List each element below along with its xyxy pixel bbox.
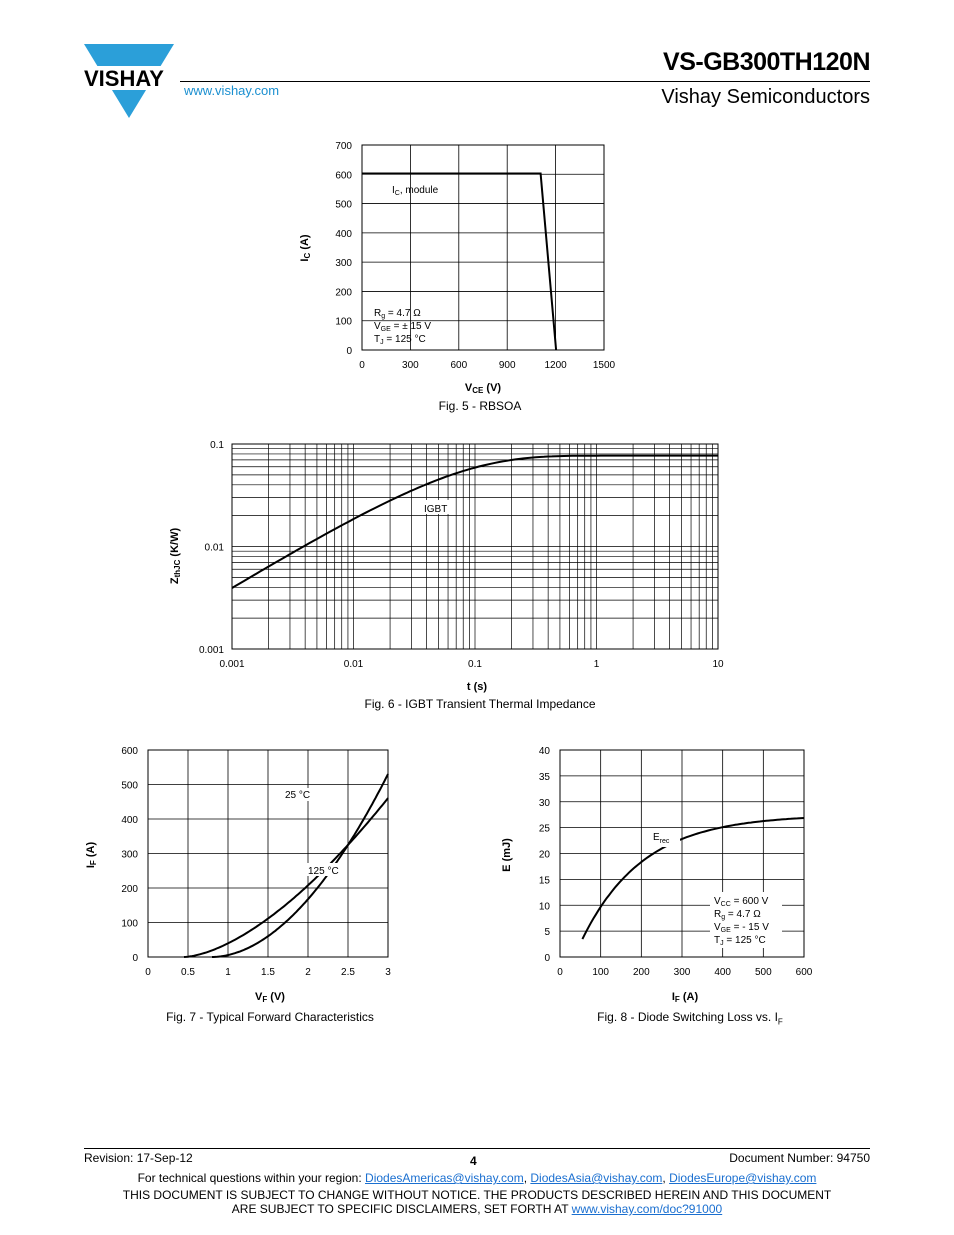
y-tick-label: 200 xyxy=(121,884,138,895)
y-tick-label: 100 xyxy=(335,316,352,328)
y-tick-label: 30 xyxy=(538,797,550,809)
y-tick-label: 10 xyxy=(538,901,550,913)
y-tick-label: 0 xyxy=(346,346,352,357)
y-tick-label: 15 xyxy=(538,875,550,887)
x-tick-label: 1 xyxy=(593,659,600,670)
fig6-caption: Fig. 6 - IGBT Transient Thermal Impedance xyxy=(364,697,596,711)
x-tick-label: 0.5 xyxy=(181,967,195,978)
fig5-cond-rg: $R_g = 4.7$ Ω xyxy=(374,308,421,320)
x-tick-label: 400 xyxy=(714,967,732,978)
fig8-cond-tj: $T_J = 125$ °C xyxy=(714,935,766,947)
x-tick-label: 1200 xyxy=(544,360,567,371)
fig8-cond-rg: $R_g = 4.7$ Ω xyxy=(714,909,761,921)
y-tick-label: 500 xyxy=(335,199,352,211)
fig5-cond-vge: $V_{GE}$ = ± 15 V xyxy=(374,321,432,333)
y-tick-label: 20 xyxy=(538,849,550,861)
x-tick-label: 600 xyxy=(450,360,468,371)
company-name: Vishay Semiconductors xyxy=(661,86,870,108)
fig6-curve-label: IGBT xyxy=(424,504,448,515)
notice-line-1: THIS DOCUMENT IS SUBJECT TO CHANGE WITHOUT NOTICE. THE PRODUCTS DESCRIBED HEREIN AND THIS DOCUMENT xyxy=(122,1188,832,1202)
y-tick-label: 0.01 xyxy=(204,542,224,554)
header-rule xyxy=(180,81,870,82)
part-number: VS-GB300TH120N xyxy=(663,48,870,76)
fig7-caption: Fig. 7 - Typical Forward Characteristics xyxy=(166,1010,374,1024)
y-tick-label: 0.001 xyxy=(198,645,224,656)
fig6-xlabel: t (s) xyxy=(466,681,488,693)
fig5-xlabel: VCE (V) xyxy=(464,382,502,395)
document-number: Document Number: 94750 xyxy=(729,1151,870,1165)
fig6-thermal-impedance-chart xyxy=(160,436,740,696)
fig7-label-25: 25 °C xyxy=(285,790,311,801)
y-tick-label: 500 xyxy=(121,780,138,792)
x-tick-label: 2.5 xyxy=(341,967,355,978)
y-tick-label: 300 xyxy=(335,258,352,270)
email-asia[interactable]: DiodesAsia@vishay.com xyxy=(530,1171,663,1185)
x-tick-label: 500 xyxy=(754,967,772,978)
footer-rule xyxy=(84,1148,870,1149)
fig8-xlabel: IF (A) xyxy=(671,991,699,1004)
contact-line: For technical questions within your region: DiodesAmericas@vishay.com, DiodesAsia@vishay.com, DiodesEurope@vishay.com xyxy=(137,1171,817,1185)
fig5-frame xyxy=(362,145,604,350)
fig5-rbsoa-chart xyxy=(290,135,630,395)
x-tick-label: 600 xyxy=(795,967,813,978)
fig7-label-125: 125 °C xyxy=(308,866,339,877)
y-tick-label: 200 xyxy=(335,287,352,299)
x-tick-label: 300 xyxy=(402,360,419,371)
fig5-curve-label: $I_C$, module xyxy=(392,185,439,197)
revision: Revision: 17-Sep-12 xyxy=(84,1151,193,1165)
email-europe[interactable]: DiodesEurope@vishay.com xyxy=(669,1171,817,1185)
fig8-ylabel: E (mJ) xyxy=(501,838,513,872)
fig7-curve-25c xyxy=(212,774,388,957)
y-tick-label: 100 xyxy=(121,918,138,930)
fig8-curve-label: $E_{rec}$ xyxy=(653,832,670,845)
fig7-forward-chart xyxy=(80,740,400,1010)
fig8-cond-vge: $V_{GE}$ = - 15 V xyxy=(714,922,769,934)
y-tick-label: 5 xyxy=(544,927,550,939)
y-tick-label: 0.1 xyxy=(210,440,224,451)
fig8-caption: Fig. 8 - Diode Switching Loss vs. $I_F$ xyxy=(597,1010,783,1027)
y-tick-label: 400 xyxy=(121,815,138,826)
y-tick-label: 600 xyxy=(335,170,352,182)
fig8-cond-vcc: $V_{CC} = 600$ V xyxy=(714,896,769,908)
fig7-ylabel: IF (A) xyxy=(85,841,98,869)
disclaimer-link[interactable]: www.vishay.com/doc?91000 xyxy=(571,1202,723,1216)
x-tick-label: 0.001 xyxy=(219,659,245,670)
x-tick-label: 100 xyxy=(592,967,610,978)
x-tick-label: 1500 xyxy=(592,360,616,371)
x-tick-label: 0 xyxy=(145,967,151,978)
fig8-switching-loss-chart xyxy=(490,740,820,1010)
y-tick-label: 400 xyxy=(335,228,352,240)
website-link[interactable]: www.vishay.com xyxy=(184,83,280,98)
y-tick-label: 600 xyxy=(121,746,138,757)
fig6-ylabel: ZthJC (K/W) xyxy=(169,527,182,585)
y-tick-label: 25 xyxy=(538,823,550,835)
x-tick-label: 3 xyxy=(385,967,391,978)
fig7-xlabel: VF (V) xyxy=(255,991,285,1004)
logo-text: VISHAY xyxy=(84,66,164,91)
fig5-grid xyxy=(362,145,604,350)
page-number: 4 xyxy=(470,1154,477,1168)
notice-line-2: ARE SUBJECT TO SPECIFIC DISCLAIMERS, SET FORTH AT www.vishay.com/doc?91000 xyxy=(231,1202,723,1216)
fig5-cond-tj: $T_J = 125$ °C xyxy=(374,334,426,346)
y-tick-label: 0 xyxy=(132,953,138,964)
fig5-caption: Fig. 5 - RBSOA xyxy=(438,399,522,413)
x-tick-label: 0 xyxy=(557,967,563,978)
fig7-curve-125c xyxy=(184,798,388,957)
x-tick-label: 0.1 xyxy=(468,659,482,670)
x-tick-label: 300 xyxy=(673,967,691,978)
y-tick-label: 700 xyxy=(335,141,352,152)
y-tick-label: 35 xyxy=(538,771,550,783)
x-tick-label: 1.5 xyxy=(261,967,275,978)
x-tick-label: 0 xyxy=(359,360,365,371)
x-tick-label: 0.01 xyxy=(343,659,364,670)
y-tick-label: 0 xyxy=(544,953,550,964)
y-tick-label: 40 xyxy=(538,746,550,757)
x-tick-label: 10 xyxy=(712,659,724,670)
vishay-logo xyxy=(84,44,176,120)
x-tick-label: 200 xyxy=(632,967,650,978)
y-tick-label: 300 xyxy=(121,849,138,861)
x-tick-label: 900 xyxy=(498,360,516,371)
email-americas[interactable]: DiodesAmericas@vishay.com xyxy=(365,1171,524,1185)
x-tick-label: 1 xyxy=(225,967,231,978)
fig5-ylabel: IC (A) xyxy=(299,234,312,262)
x-tick-label: 2 xyxy=(305,967,311,978)
